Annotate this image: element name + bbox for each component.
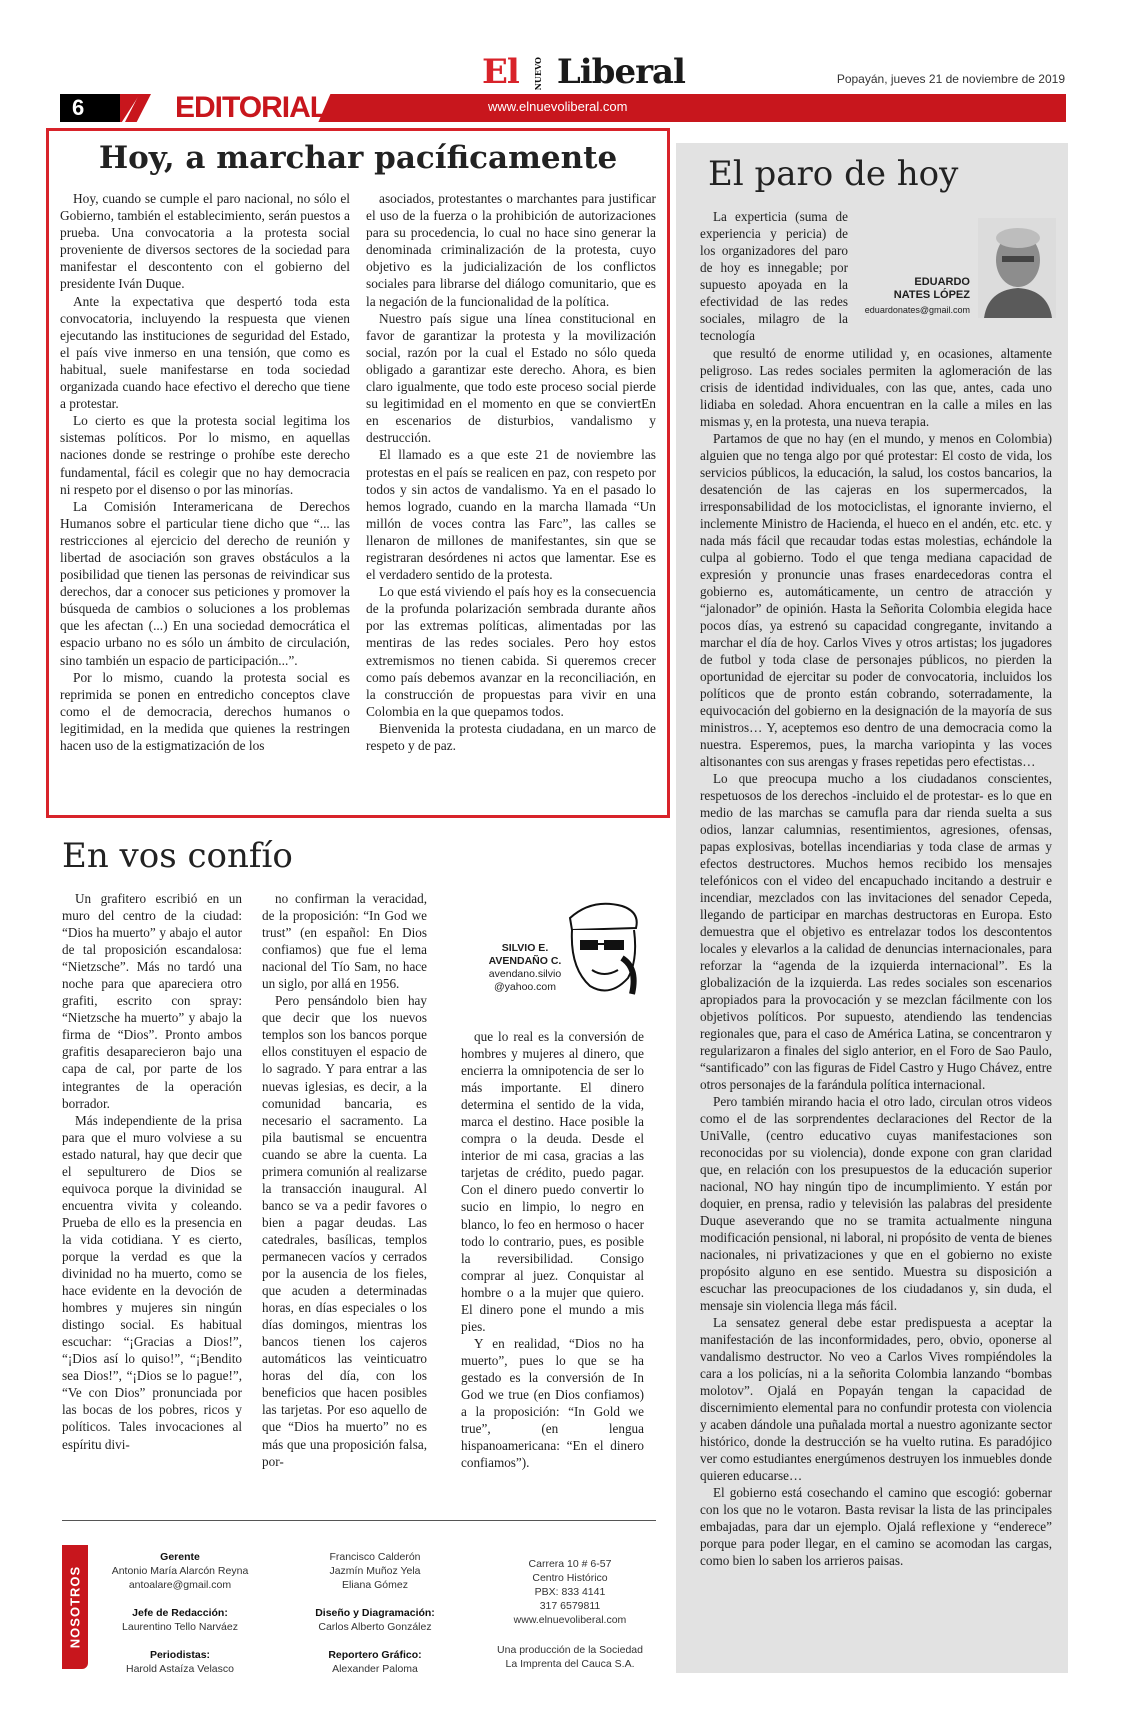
author-caricature [562,898,642,998]
issue-date: Popayán, jueves 21 de noviembre de 2019 [836,72,1065,86]
paragraph: Partamos de que no hay (en el mundo, y menos en Colombia) alguien que no tenga algo por qué protestar: El costo de vida, los servicios públicos, la educación, la salud, los costos bancarios, la desatención de las cajeras en los supermercados, la irresponsabilidad de los motociclistas, el ignorante invierno, el inclemente Ministro de Hacienda, el hueco en el andén, etc. etc. y nada más fácil que recaudar todas estas molestias, echándole la culpa al gobierno. Todo el que tenga mediana capacidad de expresión y pronuncie unas frases enardecedoras contra el gobierno es, automáticamente, un centro de atracción y “jalonador” de opinión. Hasta la Señorita Colombia elegida hace pocos días, ya estrenó su capacidad congregante, invitando a marchar el día de hoy. Carlos Vives y otros artistas; los jugadores de futbol y toda clase de personajes públicos, no pierden la oportunidad de ejercitar su poder de convocatoria, incluidos los políticos que de pronto están cobrando, soterradamente, la equivocación del gobierno en la designación de la mayoría de sus ministros… Y, aceptemos eso dentro de una democracia como la nuestra. Esperemos, pues, la marcha variopinta y las voces altisonantes con sus arengas y frases repetidas pero efectistas… [700,431,1052,769]
staff-column-1: Gerente Antonio María Alarcón Reyna antoalare@gmail.com Jefe de Redacción: Laurentino Tello Narváez Periodistas: Harold Astaíza Velasco [111,1551,249,1675]
vos-column-3 [461,1028,644,1471]
vos-title: En vos confío [62,836,293,876]
staff-label-tab: NOSOTROS [62,1545,88,1669]
paragraph: que resultó de enorme utilidad y, en ocasiones, altamente peligroso. Las redes sociales permiten la aglomeración de las crisis de identidad individuales, con las que, antes, cada uno lidiaba en soledad. Ahora encuentran en la calle a miles en las mismas y, en la protesta, una nueva terapia. [700,346,1052,429]
page-number: 6 [60,94,120,122]
website-link[interactable]: www.elnuevoliberal.com [488,99,628,114]
staff-column-2: Francisco Calderón Jazmín Muñoz Yela Eliana Gómez Diseño y Diagramación: Carlos Alberto González Reportero Gráfico: Alexander Paloma [315,1551,435,1675]
paragraph: Hoy, cuando se cumple el paro nacional, no sólo el Gobierno, también el establecimiento, serán puestos a prueba. Una convocatoria a la protesta social proveniente de diversos sectores de la sociedad para manifestar el descontento con el gobierno del presidente Iván Duque. [60,191,350,292]
column-lead: La experticia (suma de experiencia y pericia) de los organizadores del paro de hoy es innegable; por supuesto apoyada en la efectividad de las redes sociales, milagro de la tecnología [700,209,848,343]
author-photo [978,218,1056,318]
paragraph: Por lo mismo, cuando la protesta social es reprimida se ponen en entredicho conceptos clave como el de democracia, derechos humanos o legitimidad, en la medida que quienes la restringen hacen uso de la estigmatización de los [60,669,350,753]
paragraph: El llamado es a que este 21 de noviembre las protestas en el país se realicen en paz, con respeto por todos y sin actos de vandalismo. Ya en el pasado lo hemos logrado, cuando en la marcha llamada “Un millón de voces contra las Farc”, las calles se llenaron de millones de manifestantes, sin que se registraran desórdenes ni actos que lamentar. Ese es el verdadero sentido de la protesta. [366,447,656,583]
paragraph: Nuestro país sigue una línea constitucional en favor de garantizar la protesta y la movilización social, razón por la cual el Estado no sólo queda obligado a garantizar este derecho. Ahora, es bien claro igualmente, que todo este proceso social pierde su legitimidad en el momento en que se conviertEn en escenarios de disturbios, vandalismo y destrucción. [366,310,656,446]
paragraph: asociados, protestantes o marchantes para justificar el uso de la fuerza o la prohibición de autorizaciones para su procedencia, lo cual no hace sino generar la denominada criminalización de la protesta, cuyo objetivo es la judicialización de los conflictos sociales para librarse del diálogo comunitario, que es la negación de la funcionalidad de la política. [366,191,656,309]
section-name: EDITORIAL [175,91,328,124]
paragraph: Lo que preocupa mucho a los ciudadanos conscientes, respetuosos de los derechos -incluido el de protestar- es lo que en medio de las marchas se camufla para dar rienda suelta a sus odios, lanzar calumnias, resentimientos, agresiones, ofensas, papas explosivas, botellas incendiarias y toda clase de armas y efectos destructores. Muchos hemos recibido los mensajes telefónicos con el video del encapuchado incitando a destruir e incendiar, mezclados con las invitaciones del senador Cepeda, llegando de participar en marchas destructoras en Europa. Esto demuestra que el objetivo es entrelazar todos los descontentos locales y elevarlos a la calidad de denuncias internacionales, para reforzar la “agenda de la izquierda internacional”. Es la globalización de la izquierda. Las redes sociales son escenarios apropiados para la provocación y se mezclan fácilmente con los objetivos políticos. Por supuesto, atendiendo las tendencias regionales que, para el caso de América Latina, se concentraron y regularizaron a finales del siglo anterior, en el Foro de Sao Paulo, “santificado” con las figuras de Fidel Castro y Hugo Chávez, entre otros personajes de la farándula política internacional. [700,771,1052,1092]
paragraph: Pero también mirando hacia el otro lado, circulan otros videos como el de las sorprendentes declaraciones del Rector de la UniValle, (centro educativo cuyas manifestaciones son reconocidas por su violencia), donde expone con gran claridad que, en relación con los presupuestos de la educación superior nacional, NO hay ningún tipo de incumplimiento. Y están por doquier, en prensa, radio y televisión las palabras del presidente Duque aseverando que no se tramita actualmente ninguna modificación pensional, ni laboral, ni propósito de venta de bienes nacionales, ni privatizaciones y que en el gobierno no existe propósito alguno en ese sentido. Muestra su disposición a escuchar las preocupaciones de los ciudadanos y, sin duda, el mensaje sin violencia llega más fácil. [700,1094,1052,1313]
paragraph: que lo real es la conversión de hombres y mujeres al dinero, que encierra la omnipotencia de ser lo más importante. El dinero determina el sentido de la vida, marca el destino. Hace posible la compra o la deuda. Desde el interior de mi casa, gracias a las tarjetas de crédito, puedo pagar. Con el dinero puedo convertir lo sucio en limpio, lo negro en blanco, lo feo en hermoso o hacer todo lo contrario, pues, es posible la reversibilidad. Consigo comprar al juez. Conquistar al hombre o a la mujer que quiero. El dinero pone el mundo a mis pies. [461,1029,644,1334]
paragraph: Y en realidad, “Dios no ha muerto”, pues lo que se ha gestado es la conversión de In God we true (en Dios confiamos) a la proposición: “In Gold we true”, (en lengua hispanoamericana: “En el dinero confiamos”). [461,1335,644,1471]
paragraph: El gobierno está cosechando el camino que escogió: gobernar con los que no le votaron. Basta revisar la lista de las principales embajadas, para dar un ejemplo. Ojalá reflexione y “enderece” porque para poder llegar, en el camino se acomodan las cargas, como bien lo saben los arrieros paisas. [700,1485,1052,1568]
column-author-email[interactable]: eduardonates@gmail.com [864,305,970,315]
vos-column-1 [62,890,242,1453]
paragraph: Bienvenida la protesta ciudadana, en un marco de respeto y de paz. [366,720,656,753]
paragraph: Lo cierto es que la protesta social legitima los sistemas políticos. Por lo mismo, en aquellas naciones donde se restringe o prohíbe este derecho fundamental, fácil es colegir que no hay democracia ni respeto por el disenso o por las minorías. [60,413,350,497]
paragraph: Un grafitero escribió en un muro del centro de la ciudad: “Dios ha muerto” y abajo el autor de tal proposición escandalosa: “Nietzsche”. Más no tardó una noche para que apareciera otro grafiti, escrito con spray: “Nietzsche ha muerto” y abajo la firma de “Dios”. Pronto ambos grafitis desaparecieron bajo una capa de cal, por parte de los integrantes de la operación borrador. [62,891,242,1111]
column-title: El paro de hoy [708,154,959,194]
newspaper-logo: El NUEVO Liberal [482,52,685,92]
paragraph: no confirman la veracidad, de la proposición: “In God we trust” (en español: En Dios confiamos) que fue el lema nacional del Tío Sam, no hace un siglo, por allá en 1956. [262,891,427,992]
vos-column-2 [262,890,427,1470]
staff-divider [62,1520,656,1521]
paragraph: La sensatez general debe estar predispuesta a aceptar la manifestación de las inconformidades, pero, obvio, oponerse al vandalismo destructor. No veo a Carlos Vives rompiéndoles la cara a los policías, ni a la señorita Colombia lanzando “bombas molotov”. Ojalá en Popayán tengan la capacidad de discernimiento elemental para no confundir protesta con violencia y acaben dándole una puñalada mortal a nuestro agonizante sector histórico, donde la destrucción se ha vuelto rutina. Es paradójico ver como estudiantes energúmenos destruyen los inmuebles donde quieren educarse… [700,1315,1052,1483]
editorial-column-2 [366,190,656,754]
editorial-title: Hoy, a marchar pacíficamente [98,140,618,176]
paragraph: Ante la expectativa que despertó toda esta convocatoria, incluyendo la respuesta que vienen ejecutando las instituciones de seguridad del Estado, el país vive inmerso en una tensión, que como es habitual, suele manifestarse en toda sociedad organizada cuando hace efectivo el derecho que tiene a protestar. [60,293,350,412]
staff-column-3: Carrera 10 # 6-57 Centro Histórico PBX: 833 4141 317 6579811 www.elnuevoliberal.com Una producción de la Sociedad La Imprenta del Cauca S.A. [497,1558,643,1670]
paragraph: Pero pensándolo bien hay que decir que los nuevos templos son los bancos porque ellos constituyen el espacio de lo sagrado. Y para entrar a las nuevas iglesias, es decir, a la comunidad bancaria, es necesario el sacramento. La pila bautismal se encuentra cuando se abre la cuenta. La primera comunión al realizarse la transacción inaugural. Al banco se va a pedir favores o bien a pagar deudas. Las catedrales, basílicas, templos permanecen vacíos y cerrados por la ausencia de los fieles, que acuden a determinadas horas, en días especiales o los días domingos, mientras los bancos tienen los cajeros automáticos las veinticuatro horas del día, con los beneficios que hacen posibles las tarjetas. Por eso aquello de que “Dios ha muerto” no es más que una proposición falsa, por- [262,993,427,1469]
paragraph: La Comisión Interamericana de Derechos Humanos sobre el particular tiene dicho que “... las restricciones al ejercicio del derecho de reunión y libertad de asociación son graves obstáculos a la posibilidad que tienen las personas de reivindicar sus derechos, dar a conocer sus peticiones y promover la búsqueda de cambios o soluciones a los problemas que les afectan (...) En una sociedad democrática el espacio urbano no es sólo un ámbito de circulación, sino también un espacio de participación...”. [60,498,350,668]
paragraph: Más independiente de la prisa para que el muro volviese a su estado natural, hay que decir que el sepulturero de Dios se equivoca porque la divinidad se encuentra vivita y coleando. Prueba de ello es la presencia en la vida cotidiana. Y es cierto, porque la verdad es que la divinidad no ha muerto, como se hace evidente en la devoción de hombres y mujeres sin ningún distingo social. Es habitual escuchar: “¡Gracias a Dios!”, “¡Dios así lo quiso!”, “¡Bendito sea Dios!”, “¡Dios se lo pague!”, “Ve con Dios” pronunciada por las bocas de los pobres, ricos y políticos. Tales invocaciones al espíritu divi- [62,1112,242,1452]
editorial-column-1 [60,190,350,754]
vos-author: SILVIO E. AVENDAÑO C. avendano.silvio @yahoo.com [488,942,562,993]
column-body [700,345,1052,1569]
paragraph: Lo que está viviendo el país hoy es la consecuencia de la profunda polarización sembrada durante años por las extremas políticas, alimentadas por las mentiras de las redes sociales. Pero hoy estos extremismos no tienen cabida. Si queremos crecer como país debemos avanzar en la reconciliación, en la construcción de propuestas para vivir en una Colombia en la que quepamos todos. [366,584,656,719]
column-author: EDUARDO NATES LÓPEZ [893,276,970,301]
